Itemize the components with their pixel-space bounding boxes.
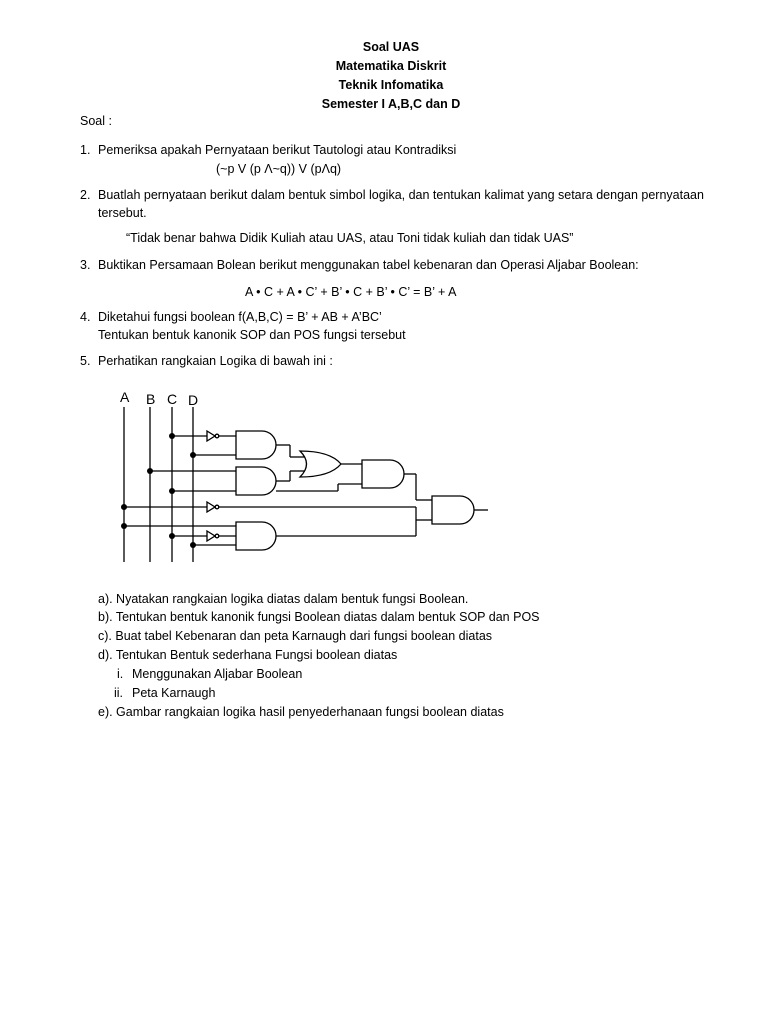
and-gate-final	[432, 496, 474, 524]
input-label-a: A	[120, 389, 130, 405]
header-subject: Matematika Diskrit	[335, 59, 447, 73]
question-5-text: Perhatikan rangkaian Logika di bawah ini :	[98, 354, 333, 368]
junction-dot	[169, 433, 175, 439]
question-4-text-line1: Diketahui fungsi boolean f(A,B,C) = B’ + AB + A’BC’	[98, 310, 382, 324]
and-gate-1	[236, 431, 276, 459]
junction-dot	[147, 468, 153, 474]
sub-question-c: c). Buat tabel Kebenaran dan peta Karnaugh dari fungsi boolean diatas	[98, 629, 493, 643]
question-5-number: 5.	[80, 354, 91, 368]
question-1-text: Pemeriksa apakah Pernyataan berikut Tautologi atau Kontradiksi	[98, 143, 457, 157]
header-semester: Semester I A,B,C dan D	[321, 97, 461, 111]
and-gate-2	[236, 467, 276, 495]
sub-question-a: a). Nyatakan rangkaian logika diatas dalam bentuk fungsi Boolean.	[98, 592, 469, 606]
junction-dot	[169, 533, 175, 539]
question-2-text-line2: tersebut.	[98, 206, 147, 220]
and-gate-3	[236, 522, 276, 550]
input-label-d: D	[188, 392, 199, 408]
question-1-number: 1.	[80, 143, 91, 157]
header-department: Teknik Infomatika	[338, 78, 444, 92]
input-label-c: C	[167, 391, 178, 407]
soal-label: Soal :	[80, 114, 112, 128]
question-3-number: 3.	[80, 258, 91, 272]
sub-d-item-1-text: Menggunakan Aljabar Boolean	[132, 667, 303, 681]
question-4-text-line2: Tentukan bentuk kanonik SOP dan POS fungsi tersebut	[98, 328, 406, 342]
not-gate-1	[207, 431, 215, 441]
junction-dot	[121, 504, 127, 510]
question-3-text: Buktikan Persamaan Bolean berikut menggunakan tabel kebenaran dan Operasi Aljabar Boolean:	[98, 258, 639, 272]
question-2-text-line1: Buatlah pernyataan berikut dalam bentuk simbol logika, dan tentukan kalimat yang setara dengan pernyataan	[98, 188, 704, 202]
junction-dot	[169, 488, 175, 494]
header-title: Soal UAS	[362, 40, 420, 54]
or-gate	[300, 451, 341, 477]
sub-d-item-1-number: i.	[117, 667, 124, 681]
question-1-formula: (~p V (p Λ~q)) V (pΛq)	[216, 162, 342, 176]
junction-dot	[190, 452, 196, 458]
junction-dot	[121, 523, 127, 529]
question-2-quote: “Tidak benar bahwa Didik Kuliah atau UAS, atau Toni tidak kuliah dan tidak UAS”	[126, 231, 574, 245]
sub-d-item-2-number: ii.	[114, 686, 124, 700]
question-4-number: 4.	[80, 310, 91, 324]
question-2-number: 2.	[80, 188, 91, 202]
not-gate-2	[207, 502, 215, 512]
not-gate-3	[207, 531, 215, 541]
sub-question-d: d). Tentukan Bentuk sederhana Fungsi boolean diatas	[98, 648, 398, 662]
junction-dot	[190, 542, 196, 548]
sub-question-e: e). Gambar rangkaian logika hasil penyederhanaan fungsi boolean diatas	[98, 705, 504, 719]
and-gate-4	[362, 460, 404, 488]
question-3-formula: A • C + A • C’ + B’ • C + B’ • C’ = B’ + A	[245, 285, 457, 299]
sub-d-item-2-text: Peta Karnaugh	[132, 686, 216, 700]
sub-question-b: b). Tentukan bentuk kanonik fungsi Boolean diatas dalam bentuk SOP dan POS	[98, 610, 540, 624]
input-label-b: B	[146, 391, 156, 407]
